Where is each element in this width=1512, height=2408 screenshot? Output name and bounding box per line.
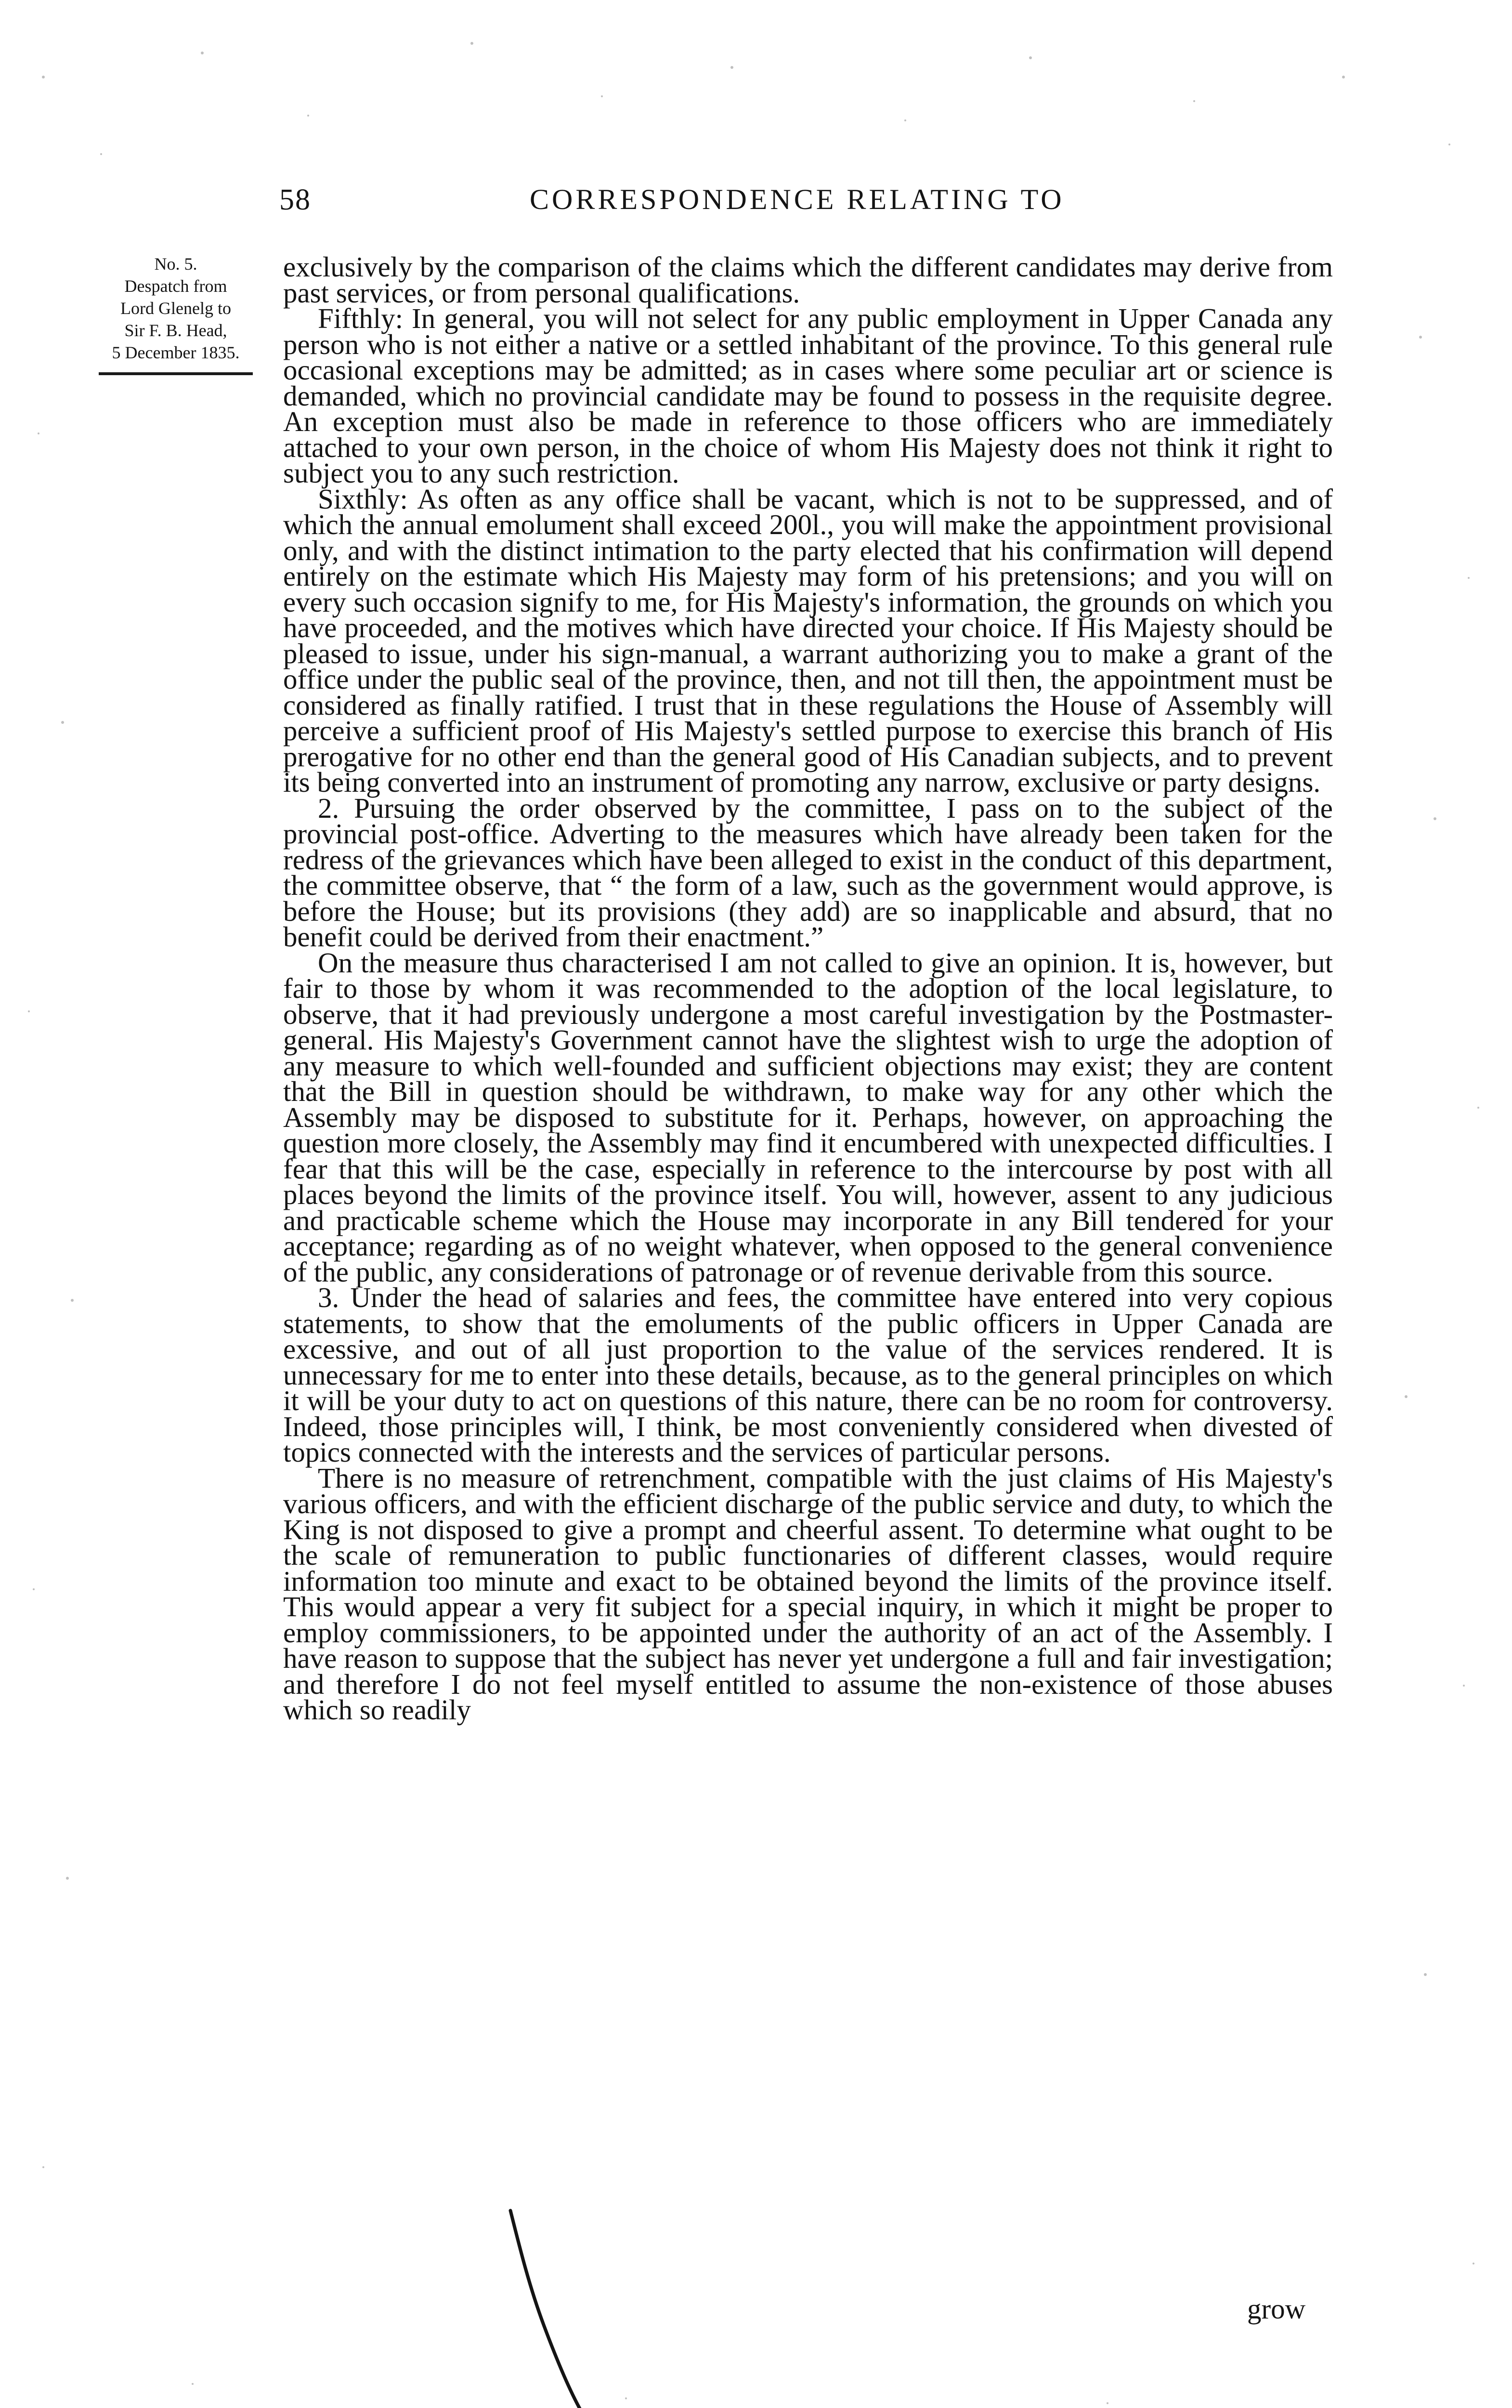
- margin-note-line: Sir F. B. Head,: [124, 321, 227, 340]
- pen-stroke-mark: [501, 2206, 626, 2408]
- paragraph: exclusively by the comparison of the claims which the different candidates may derive from past services, or from personal qualifications.: [283, 251, 1333, 309]
- paragraph: There is no measure of retrenchment, compatible with the just claims of His Majesty's various officers, and with the efficient discharge of the public service and duty, to which the King is not disposed to give a prompt and cheerful assent. To determine what ought to be the scale of remuneration to public functionaries of different classes, would require information too minute and exact to be obtained beyond the limits of the province itself. This would appear a very fit subject for a special inquiry, in which it might be proper to employ commissioners, to be appointed under the authority of an act of the Assembly. I have reason to suppose that the subject has never yet undergone a full and fair investigation; and therefore I do not feel myself entitled to assume the non-existence of those abuses which so readily: [283, 1462, 1333, 1726]
- edge-mark: [1486, 2406, 1505, 2408]
- paragraph: 2. Pursuing the order observed by the committee, I pass on to the subject of the provincial post-office. Adverting to the measures which have already been taken for the redress of the grievances which have been alleged to exist in the conduct of this department, the committee observe, that “ the form of a law, such as the government would approve, is before the House; but its provisions (they add) are so inapplicable and absurd, that no benefit could be derived from their enactment.”: [283, 792, 1333, 953]
- body-text: [283, 251, 1333, 1726]
- margin-note: [72, 253, 279, 375]
- running-head: CORRESPONDENCE RELATING TO: [530, 183, 1065, 215]
- margin-note-rule: [99, 372, 253, 375]
- catchword: grow: [1247, 2293, 1306, 2325]
- margin-note-line: Despatch from: [124, 276, 227, 296]
- paragraph: On the measure thus characterised I am not called to give an opinion. It is, however, but fair to those by whom it was recommended to the adoption of the local legislature, to observe, that it had previously undergone a most careful investigation by the Postmaster-general. His Majesty's Government cannot have the slightest wish to urge the adoption of any measure to which well-founded and sufficient objections may exist; they are content that the Bill in question should be withdrawn, to make way for any other which the Assembly may be disposed to substitute for it. Perhaps, however, on approaching the question more closely, the Assembly may find it encumbered with unexpected difficulties. I fear that this will be the case, especially in reference to the intercourse by post with all places beyond the limits of the province itself. You will, however, assent to any judicious and practicable scheme which the House may incorporate in any Bill tendered for your acceptance; regarding as of no weight whatever, when opposed to the general convenience of the public, any considerations of patronage or of revenue derivable from this source.: [283, 946, 1333, 1288]
- page-header: [279, 183, 1339, 236]
- paragraph: Sixthly: As often as any office shall be vacant, which is not to be suppressed, and of which the annual emolument shall exceed 200l., you will make the appointment provisional only, and with the distinct intimation to the party elected that his confirmation will depend entirely on the estimate which His Majesty may form of his pretensions; and you will on every such occasion signify to me, for His Majesty's information, the grounds on which you have proceeded, and the motives which have directed your choice. If His Majesty should be pleased to issue, under his sign-manual, a warrant authorizing you to make a grant of the office under the public seal of the province, then, and not till then, the appointment must be considered as finally ratified. I trust that in these regulations the House of Assembly will perceive a sufficient proof of His Majesty's settled purpose to exercise this branch of His prerogative for no other end than the general good of His Canadian subjects, and to prevent its being converted into an instrument of promoting any narrow, exclusive or party designs.: [283, 483, 1333, 798]
- paragraph: 3. Under the head of salaries and fees, the committee have entered into very copious statements, to show that the emoluments of the public officers in Upper Canada are excessive, and out of all just proportion to the value of the services rendered. It is unnecessary for me to enter into these details, because, as to the general principles on which it will be your duty to act on questions of this nature, there can be no room for controversy. Indeed, those principles will, I think, be most conveniently considered when divested of topics connected with the interests and the services of particular persons.: [283, 1282, 1333, 1468]
- margin-note-line: 5 December 1835.: [112, 343, 240, 362]
- margin-note-line: Lord Glenelg to: [120, 299, 231, 318]
- paragraph: Fifthly: In general, you will not select for any public employment in Upper Canada any person who is not either a native or a settled inhabitant of the province. To this general rule occasional exceptions may be admitted; as in cases where some peculiar art or science is demanded, which no provincial candidate may be found to possess in the requisite degree. An exception must also be made in reference to those officers who are immediately attached to your own person, in the choice of whom His Majesty does not think it right to subject you to any such restriction.: [283, 302, 1333, 489]
- margin-note-line: No. 5.: [154, 254, 197, 274]
- page-number: 58: [279, 183, 311, 216]
